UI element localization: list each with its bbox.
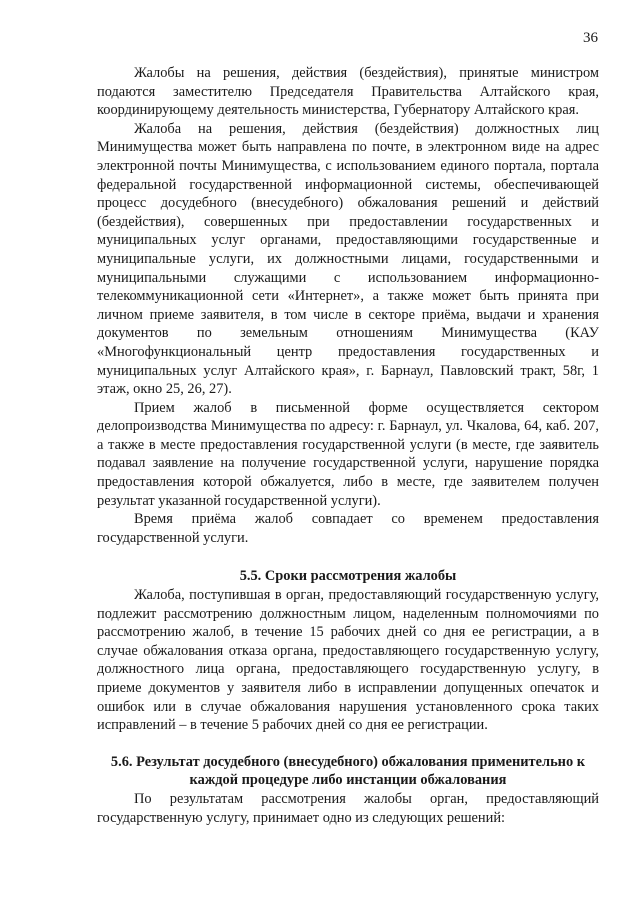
paragraph-review-deadlines: Жалоба, поступившая в орган, предоставляющий государственную услугу, подлежит рассмотрению должностным лицом, наделенным полномочиями по рассмотрению жалоб, в течение 15 рабочих дней со дня ее регистрации, а в случае обжалования отказа органа, предоставляющего государственную услугу, должностного лица органа, предоставляющего государственную услугу, в приеме документов у заявителя либо в исправлении допущенных опечаток и ошибок или в случае обжалования нарушения установленного срока таких исправлений – в течение 5 рабочих дней со дня ее регистрации. <box>97 587 599 734</box>
section-heading-5-5: 5.5. Сроки рассмотрения жалобы <box>239 568 457 585</box>
paragraph-review-decisions: По результатам рассмотрения жалобы орган, предоставляющий государственную услугу, принимает одно из следующих решений: <box>97 790 599 826</box>
document-body <box>97 64 599 827</box>
page-number: 36 <box>583 30 598 46</box>
paragraph-reception-time: Время приёма жалоб совпадает со временем предоставления государственной услуги. <box>97 511 599 546</box>
paragraph-complaints-minister: Жалобы на решения, действия (бездействия), принятые министром подаются заместителю Председателя Правительства Алтайского края, координирующему деятельность министерства, Губернатору Алтайского края. <box>97 65 599 119</box>
paragraph-written-complaints: Прием жалоб в письменной форме осуществляется сектором делопроизводства Минимущества по адресу: г. Барнаул, ул. Чкалова, 64, каб. 207, а также в месте предоставления государственной услуги (в месте, где заявитель подавал заявление на получение государственной услуги, нарушение порядка предоставления которой обжалуется, либо в месте, где заявителем получен результат указанной государственной услуги). <box>97 399 599 509</box>
section-heading-5-6: 5.6. Результат досудебного (внесудебного) обжалования применительно к каждой процедуре либо инстанции обжалования <box>110 753 586 789</box>
section-spacer <box>97 735 599 753</box>
paragraph-complaint-channels: Жалоба на решения, действия (бездействия) должностных лиц Минимущества может быть направлена по почте, в электронном виде на адрес электронной почты Минимущества, с использованием единого портала, портала федеральной государственной информационной системы, обеспечивающей процесс досудебного (внесудебного) обжалования решений и действий (бездействия), совершенных при предоставлении государственных и муниципальных услуг органами, предоставляющими государственные и муниципальные услуги, их должностными лицами, государственными и муниципальными служащими с использованием информационно-телекоммуникационной сети «Интернет», а также может быть принята при личном приеме заявителя, в том числе в секторе приёма, выдачи и хранения документов по земельным отношениям Минимущества (КАУ «Многофункциональный центр предоставления государственных и муниципальных услуг Алтайского края», г. Барнаул, Павловский тракт, 58г, 1 этаж, окно 25, 26, 27). <box>97 120 599 398</box>
section-spacer <box>97 547 599 567</box>
